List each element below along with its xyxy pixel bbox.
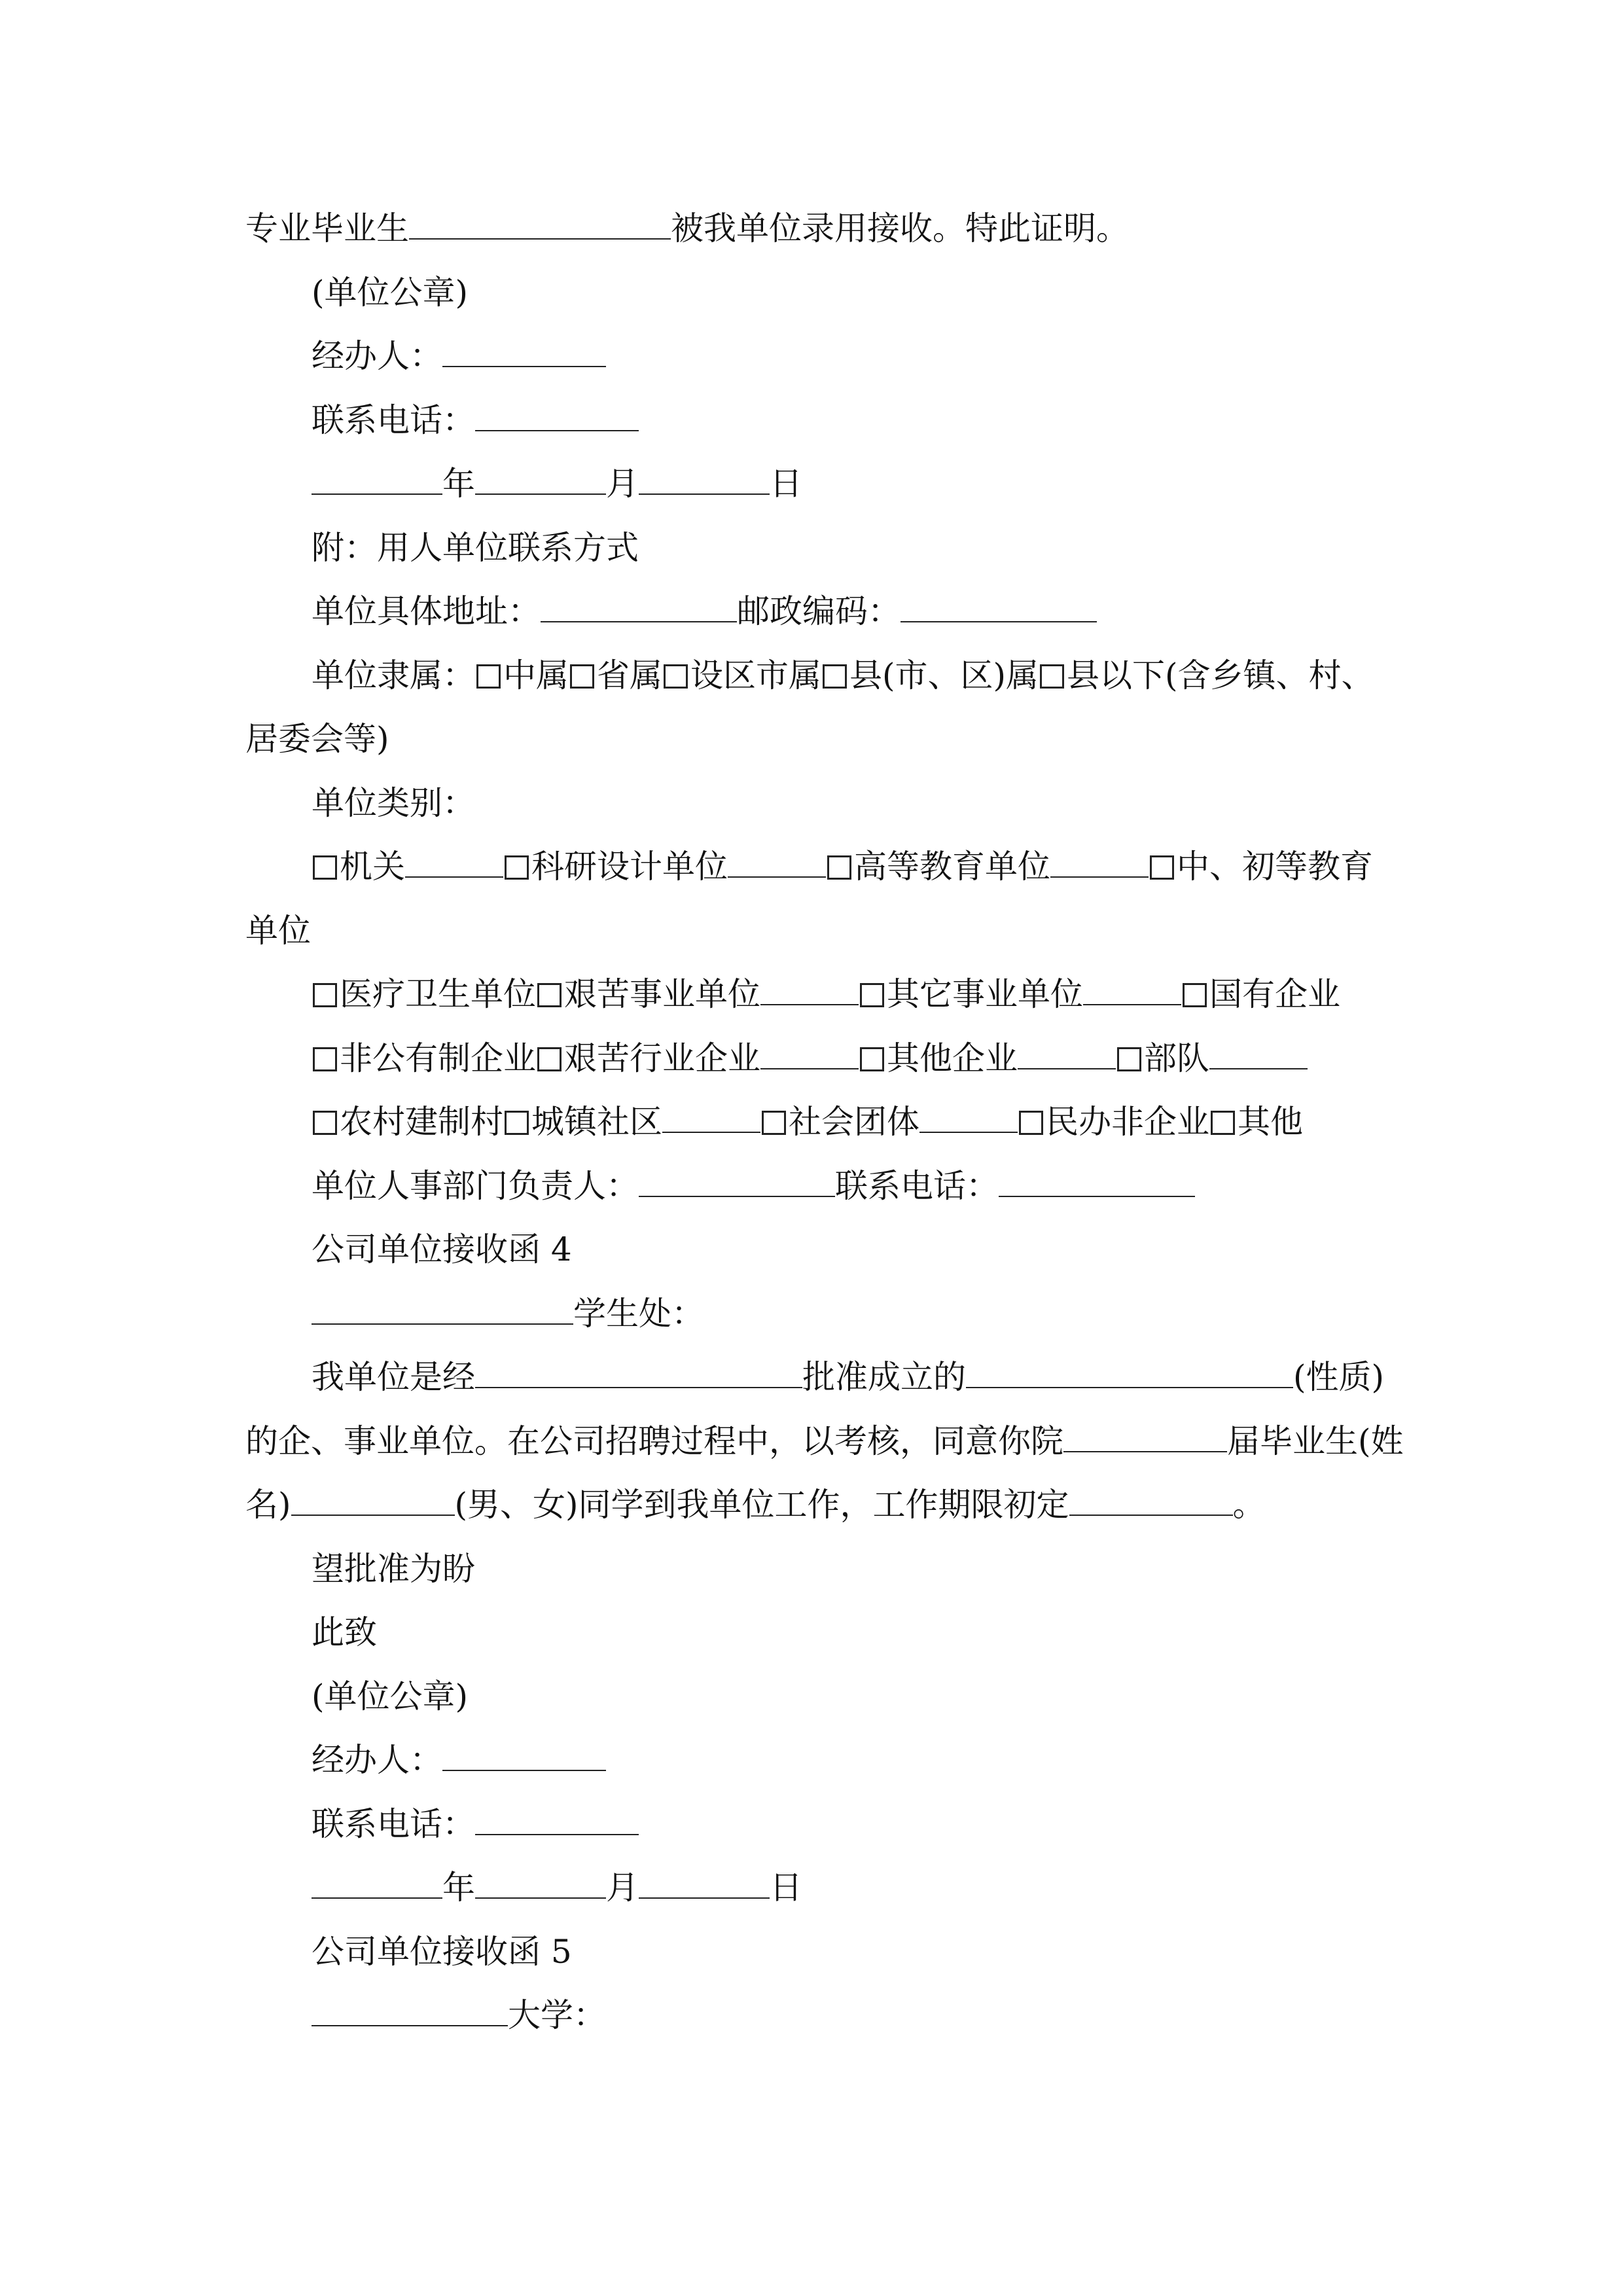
option-other: 其他 xyxy=(1238,1103,1303,1141)
option-research: 科研设计单位 xyxy=(531,848,728,886)
text-graduate-name: 届毕业生(姓 xyxy=(1227,1422,1404,1460)
section5-recipient-line xyxy=(245,1983,1378,2047)
blank-hard-public[interactable] xyxy=(760,974,859,1005)
checkbox-county[interactable] xyxy=(823,664,847,689)
option-hard-industry: 艰苦行业企业 xyxy=(564,1039,760,1077)
section4-para-line1 xyxy=(245,1345,1385,1409)
text-day: 日 xyxy=(770,465,802,503)
section4-handler-line xyxy=(245,1728,1378,1792)
blank-hr-phone[interactable] xyxy=(999,1166,1195,1197)
blank-nature[interactable] xyxy=(966,1357,1293,1388)
option-higher-edu: 高等教育单位 xyxy=(854,848,1050,886)
blank-day[interactable] xyxy=(639,463,770,495)
blank-higher-edu[interactable] xyxy=(1050,846,1149,878)
text-hr-phone: 联系电话： xyxy=(835,1167,999,1205)
text-accepted-proof: 被我单位录用接收。特此证明。 xyxy=(671,209,1129,247)
section4-para-line3 xyxy=(245,1473,1378,1537)
blank-approver[interactable] xyxy=(475,1357,802,1388)
checkbox-below-county[interactable] xyxy=(1040,664,1064,689)
section4-recipient-line xyxy=(245,1282,1378,1346)
category-label-line xyxy=(245,771,1378,835)
checkbox-higher-edu[interactable] xyxy=(827,855,851,880)
checkbox-central[interactable] xyxy=(476,664,501,689)
option-provincial: 省属 xyxy=(597,656,662,694)
text-phone: 联系电话： xyxy=(312,401,475,439)
blank-other-public[interactable] xyxy=(1083,974,1181,1005)
checkbox-private-nonprofit[interactable] xyxy=(1019,1111,1043,1135)
phone-line xyxy=(245,388,1378,452)
blank-student-name[interactable] xyxy=(291,1484,455,1516)
text-affiliation-wrap: 居委会等) xyxy=(245,720,389,758)
blank-month[interactable] xyxy=(475,463,606,495)
option-central: 中属 xyxy=(503,656,569,694)
closing-line xyxy=(245,1600,1378,1664)
text-period: 。 xyxy=(1232,1486,1266,1524)
blank-section4-phone[interactable] xyxy=(475,1804,639,1835)
text-work-term: (男、女)同学到我单位工作，工作期限初定 xyxy=(454,1486,1069,1524)
blank-section4-day[interactable] xyxy=(639,1867,770,1899)
text-university: 大学： xyxy=(508,1996,606,2034)
category-row-1-wrap xyxy=(245,899,1378,963)
section4-title xyxy=(245,1217,1378,1282)
text-affiliation-label: 单位隶属： xyxy=(312,656,475,694)
blank-university-name[interactable] xyxy=(312,1995,508,2026)
date-line xyxy=(245,452,1378,516)
option-state-owned: 国有企业 xyxy=(1209,975,1340,1013)
option-community: 城镇社区 xyxy=(531,1103,662,1141)
text-student-office: 学生处： xyxy=(573,1295,704,1333)
affiliation-line xyxy=(245,643,1378,708)
text-section4-day: 日 xyxy=(770,1869,802,1907)
text-section4-month: 月 xyxy=(606,1869,639,1907)
text-established: 批准成立的 xyxy=(802,1358,966,1396)
text-category-label: 单位类别： xyxy=(312,784,475,822)
text-handler: 经办人： xyxy=(312,337,442,375)
checkbox-other[interactable] xyxy=(1211,1111,1235,1135)
section5-title xyxy=(245,1920,1378,1984)
text-section4-year: 年 xyxy=(442,1869,475,1907)
graduate-line xyxy=(245,196,1378,260)
checkbox-city[interactable] xyxy=(664,664,688,689)
option-private-nonprofit: 民办非企业 xyxy=(1046,1103,1209,1141)
option-village: 农村建制村 xyxy=(340,1103,503,1141)
option-secondary-edu: 中、初等教育 xyxy=(1177,848,1373,886)
checkbox-village[interactable] xyxy=(313,1111,337,1135)
section4-date-line xyxy=(245,1856,1378,1920)
category-row-2 xyxy=(245,962,1378,1026)
text-month: 月 xyxy=(606,465,639,503)
text-closing: 此致 xyxy=(312,1613,377,1651)
option-private: 非公有制企业 xyxy=(340,1039,536,1077)
address-line xyxy=(245,579,1378,643)
blank-year[interactable] xyxy=(312,463,442,495)
attachment-line xyxy=(245,516,1378,580)
text-section4-phone: 联系电话： xyxy=(312,1805,475,1843)
text-section4-title: 公司单位接收函 4 xyxy=(312,1230,572,1268)
blank-research[interactable] xyxy=(728,846,826,878)
option-city: 设区市属 xyxy=(690,656,821,694)
option-government: 机关 xyxy=(340,848,405,886)
option-medical: 医疗卫生单位 xyxy=(340,975,536,1013)
text-enterprise-type: 的企、事业单位。在公司招聘过程中，以考核，同意你院 xyxy=(245,1422,1063,1460)
section4-seal-line xyxy=(245,1664,1378,1729)
blank-section4-year[interactable] xyxy=(312,1867,442,1899)
checkbox-secondary-edu[interactable] xyxy=(1150,855,1174,880)
blank-hr-head[interactable] xyxy=(639,1166,835,1197)
text-postcode: 邮政编码： xyxy=(737,592,901,630)
blank-hard-industry[interactable] xyxy=(760,1038,859,1069)
seal-line xyxy=(245,260,1378,325)
text-major-graduate: 专业毕业生 xyxy=(245,209,409,247)
checkbox-state-owned[interactable] xyxy=(1183,983,1207,1007)
blank-social-org[interactable] xyxy=(919,1102,1018,1133)
category-row-4 xyxy=(245,1090,1378,1154)
option-county: 县(市、区)属 xyxy=(849,656,1039,694)
handler-line xyxy=(245,324,1378,388)
section4-phone-line xyxy=(245,1792,1378,1856)
text-seal: (单位公章) xyxy=(312,274,469,312)
option-other-enterprise: 其他企业 xyxy=(887,1039,1018,1077)
blank-phone[interactable] xyxy=(475,400,639,431)
blank-government[interactable] xyxy=(405,846,503,878)
checkbox-social-org[interactable] xyxy=(762,1111,786,1135)
option-social-org: 社会团体 xyxy=(789,1103,919,1141)
checkbox-other-enterprise[interactable] xyxy=(860,1047,884,1071)
option-below-county: 县以下(含乡镇、村、 xyxy=(1067,656,1374,694)
section4-para-line2 xyxy=(245,1409,1404,1473)
category-row-3 xyxy=(245,1026,1378,1090)
option-military: 部队 xyxy=(1144,1039,1209,1077)
checkbox-government[interactable] xyxy=(313,855,337,880)
checkbox-provincial[interactable] xyxy=(570,664,594,689)
checkbox-other-public[interactable] xyxy=(860,983,884,1007)
blank-other-enterprise[interactable] xyxy=(1018,1038,1116,1069)
affiliation-wrap-line xyxy=(245,707,1378,771)
option-other-public: 其它事业单位 xyxy=(887,975,1083,1013)
text-section5-title: 公司单位接收函 5 xyxy=(312,1933,572,1971)
blank-work-term[interactable] xyxy=(1069,1484,1233,1516)
checkbox-community[interactable] xyxy=(505,1111,529,1135)
blank-address[interactable] xyxy=(541,591,737,622)
blank-school-name[interactable] xyxy=(312,1293,573,1325)
checkbox-research[interactable] xyxy=(505,855,529,880)
text-section4-handler: 经办人： xyxy=(312,1741,442,1779)
text-name-suffix: 名) xyxy=(245,1486,291,1524)
blank-graduation-year[interactable] xyxy=(1063,1421,1227,1452)
text-nature: (性质) xyxy=(1293,1358,1385,1396)
text-section4-seal: (单位公章) xyxy=(312,1677,469,1715)
checkbox-hard-public[interactable] xyxy=(537,983,562,1007)
text-year: 年 xyxy=(442,465,475,503)
text-hope: 望批准为盼 xyxy=(312,1550,475,1588)
option-hard-public: 艰苦事业单位 xyxy=(564,975,760,1013)
checkbox-private[interactable] xyxy=(313,1047,337,1071)
blank-handler[interactable] xyxy=(442,336,606,367)
text-attachment: 附：用人单位联系方式 xyxy=(312,529,639,567)
blank-military[interactable] xyxy=(1209,1038,1308,1069)
blank-community[interactable] xyxy=(662,1102,760,1133)
blank-section4-handler[interactable] xyxy=(442,1740,606,1771)
text-address: 单位具体地址： xyxy=(312,592,541,630)
checkbox-hard-industry[interactable] xyxy=(537,1047,562,1071)
blank-section4-month[interactable] xyxy=(475,1867,606,1899)
text-approved-by: 我单位是经 xyxy=(312,1358,475,1396)
text-category-wrap: 单位 xyxy=(245,912,311,950)
text-hr-head: 单位人事部门负责人： xyxy=(312,1167,639,1205)
checkbox-military[interactable] xyxy=(1117,1047,1141,1071)
blank-postcode[interactable] xyxy=(901,591,1097,622)
hope-line xyxy=(245,1537,1378,1601)
hr-line xyxy=(245,1154,1378,1218)
checkbox-medical[interactable] xyxy=(313,983,337,1007)
category-row-1 xyxy=(245,834,1378,899)
blank-graduate-name[interactable] xyxy=(409,208,671,240)
